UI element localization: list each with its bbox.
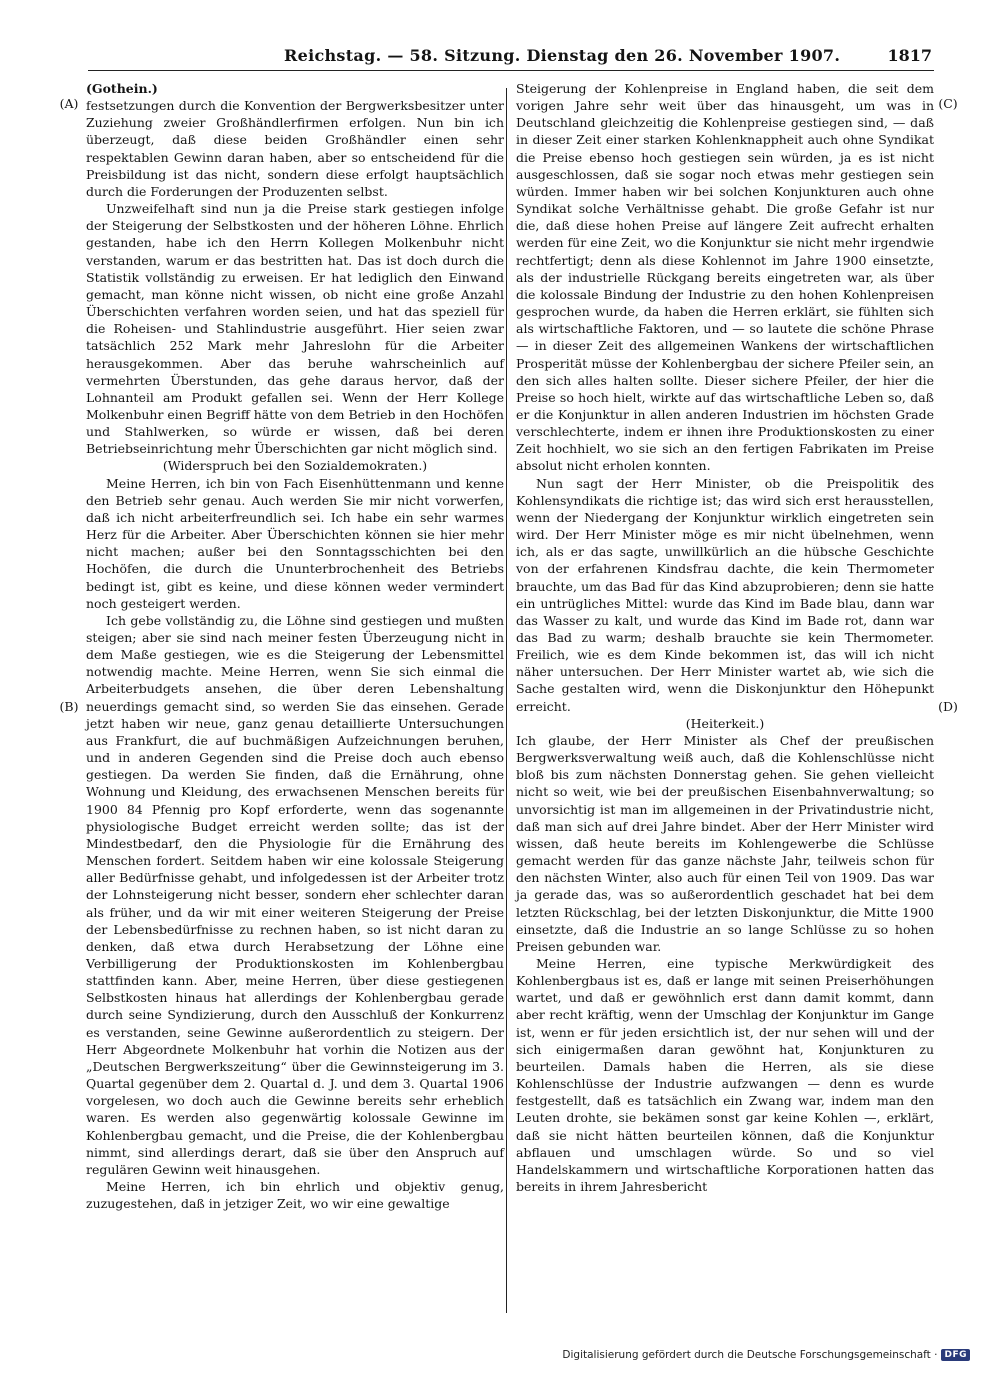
- digitization-credit: [562, 1349, 970, 1361]
- margin-marker-d: (D): [938, 699, 958, 714]
- interjection: (Heiterkeit.): [685, 715, 765, 731]
- margin-marker-a: (A): [59, 96, 79, 111]
- page-number: 1817: [887, 46, 932, 65]
- paragraph: Meine Herren, ich bin ehrlich und objektiv genug, zuzugestehen, daß in jetziger Zeit, wo wir eine gewaltige: [86, 1179, 504, 1212]
- left-column: [86, 80, 504, 1212]
- column-divider: [506, 88, 507, 1313]
- credit-text: Digitalisierung gefördert durch die Deutsche Forschungsgemeinschaft ·: [562, 1349, 938, 1361]
- paragraph: Steigerung der Kohlenpreise in England haben, die seit dem vorigen Jahre sehr weit über das hinausgeht, um was in Deutschland gleichzeitig die Kohlenpreise gestiegen sind, — daß in dieser Zeit einer starken Kohlenknappheit auch ohne Syndikat die Preise ebenso hoch gestiegen sein würden, ja es ist nicht ausgeschlossen, daß sie sogar noch etwas mehr gestiegen sein würden. Immer haben wir bei solchen Konjunkturen auch ohne Syndikat solche Verhältnisse gehabt. Die große Gefahr ist nur die, daß diese hohen Preise auf längere Zeit aufrecht erhalten werden für eine Zeit, wo die Konjunktur sie nicht mehr irgendwie rechtfertigt; denn als diese Kohlennot im Jahre 1900 einsetzte, als der industrielle Rückgang bereits eingetreten war, als über die kolossale Bindung der Industrie zu den hohen Kohlenpreisen gesprochen wurde, da haben die Herren erklärt, sie fühlten sich als wirtschaftliche Faktoren, und — so lautete die schöne Phrase — in dieser Zeit des allgemeinen Wankens der wirtschaftlichen Prosperität müsse der Kohlenbergbau der sichere Pfeiler sein, an den sich alles halten sollte. Dieser sichere Pfeiler, der hier die Preise so hoch hielt, wirkte auf das wirtschaftliche Leben so, daß er die Konjunktur in allen anderen Industrien im höchsten Grade verschlechterte, indem er ihnen ihre Produktionskosten zu einer Zeit hochhielt, wo sie sich an den fertigen Fabrikaten im Preise absolut nicht erholen konnten.: [516, 81, 934, 474]
- paragraph: Meine Herren, ich bin von Fach Eisenhüttenmann und kenne den Betrieb sehr genau. Auch werden Sie mir nicht vorwerfen, daß ich nicht arbeiterfreundlich sei. Ich habe ein sehr warmes Herz für die Arbeiter. Aber Überschichten können sie hier mehr nicht machen; außer bei den Sonntagsschichten bei den Hochöfen, die durch die Ununterbrochenheit des Betriebs bedingt ist, gibt es keine, und diese können weder vermindert noch gesteigert werden.: [86, 475, 504, 611]
- paragraph: festsetzungen durch die Konvention der Bergwerksbesitzer unter Zuziehung zweier Großhändlerfirmen erfolgen. Nun bin ich überzeugt, daß diese beiden Großhändler einen sehr respektablen Gewinn daran haben, aber so entscheidend für die Preisbildung ist das nicht, sondern diese erfolgt hauptsächlich durch die Forderungen der Produzenten selbst.: [86, 98, 504, 199]
- margin-marker-c: (C): [938, 96, 958, 111]
- dfg-logo: DFG: [941, 1349, 970, 1361]
- right-column: [516, 80, 934, 1195]
- paragraph: Meine Herren, eine typische Merkwürdigkeit des Kohlenbergbaus ist es, daß er lange mit seinen Preiserhöhungen wartet, und daß er gewöhnlich erst dann damit kommt, dann aber recht kräftig, wenn der Umschlag der Konjunktur im Gange ist, wenn er für jeden ersichtlich ist, der nur sehen will und der sich einigermaßen daran gewöhnt hat, Konjunkturen zu beurteilen. Damals haben die Herren, als sie diese Kohlenschlüsse der Industrie aufzwangen — denn es wurde festgestellt, daß es tatsächlich ein Zwang war, indem man den Leuten drohte, sie bekämen sonst gar keine Kohlen —, erklärt, daß sie nicht hätten beurteilen können, daß die Konjunktur abflauen und umschlagen würde. So und so viel Handelskammern und wirtschaftliche Korporationen hatten das bereits in ihrem Jahresbericht: [516, 955, 934, 1194]
- margin-marker-b: (B): [59, 699, 79, 714]
- interjection: (Widerspruch bei den Sozialdemokraten.): [162, 458, 428, 474]
- paragraph: Ich gebe vollständig zu, die Löhne sind gestiegen und mußten steigen; aber sie sind nach meiner festen Überzeugung nicht in dem Maße gestiegen, wie es die Steigerung der Lebensmittel notwendig machte. Meine Herren, wenn Sie sich einmal die Arbeiterbudgets ansehen, die über deren Lebenshaltung neuerdings gemacht sind, so werden Sie das einsehen. Gerade jetzt haben wir neue, ganz genau detaillierte Untersuchungen aus Frankfurt, die auf buchmäßigen Aufzeichnungen beruhen, und in anderen Gegenden sind die Preise doch auch ebenso gestiegen. Da werden Sie finden, daß die Ernährung, ohne Wohnung und Kleidung, des erwachsenen Menschen bereits für 1900 84 Pfennig pro Kopf erforderte, wenn das sogenannte physiologische Budget erreicht werden sollte; das ist der Mindestbedarf, den die Physiologie für die Ernährung des Menschen fordert. Seitdem haben wir eine kolossale Steigerung aller Bedürfnisse gehabt, und infolgedessen ist der Arbeiter trotz der Lohnsteigerung nicht besser, sondern eher schlechter daran als früher, und da wir mit einer weiteren Steigerung der Preise der Lebensbedürfnisse zu rechnen haben, so ist nicht daran zu denken, daß etwa durch Herabsetzung der Löhne eine Verbilligerung der Produktionskosten im Kohlenbergbau stattfinden kann. Aber, meine Herren, über diese gestiegenen Selbstkosten hinaus hat allerdings der Kohlenbergbau gerade durch seine Syndizierung, durch den Ausschluß der Konkurrenz es verstanden, seine Gewinne außerordentlich zu steigern. Der Herr Abgeordnete Molkenbuhr hat vorhin die Notizen aus der „Deutschen Bergwerkszeitung“ über die Gewinnsteigerung im 3. Quartal gegenüber dem 2. Quartal d. J. und dem 3. Quartal 1906 vorgelesen, wo doch auch die Gewinne bereits sehr erheblich waren. Es werden also gegenwärtig kolossale Gewinne im Kohlenbergbau gemacht, und die Preise, die der Kohlenbergbau nimmt, sind allerdings derart, daß sie über den Anspruch auf regulären Gewinn weit hinausgehen.: [86, 612, 504, 1177]
- paragraph: Nun sagt der Herr Minister, ob die Preispolitik des Kohlensyndikats die richtige ist; das wird sich erst herausstellen, wenn der Niedergang der Konjunktur wirklich eingetreten sein wird. Der Herr Minister möge es mir nicht übelnehmen, wenn ich, als er das sagte, unwillkürlich an die hübsche Geschichte von der erfahrenen Kindsfrau dachte, die kein Thermometer brauchte, um das Bad für das Kind abzuprobieren; denn sie hatte ein untrügliches Mittel: wurde das Kind im Bade blau, dann war das Wasser zu kalt, und wurde das Kind im Bade rot, dann war das Bad zu warm; deshalb brauchte sie kein Thermometer. Freilich, wie es dem Kinde bekommen ist, das will ich nicht näher untersuchen. Der Herr Minister wartet ab, wie sich die Sache gestalten wird, wenn die Diskonjunktur den Höhepunkt erreicht.: [516, 475, 934, 714]
- speaker-label: (Gothein.): [86, 81, 158, 96]
- paragraph: Ich glaube, der Herr Minister als Chef der preußischen Bergwerksverwaltung weiß auch, daß die Kohlenschlüsse nicht bloß bis zum nächsten Donnerstag gehen. Sie gehen vielleicht nicht so weit, wie bei der preußischen Eisenbahnverwaltung; so unvorsichtig ist man im allgemeinen in der Privatindustrie nicht, daß man sich auf drei Jahre bindet. Aber der Herr Minister wird wissen, daß heute bereits im Kohlengewerbe die Schlüsse gemacht werden für das ganze nächste Jahr, teilweis schon für den nächsten Winter, also auch für einen Teil von 1909. Das war ja gerade das, was so außerordentlich geschadet hat bei dem letzten Rückschlag, bei der letzten Diskonjunktur, die Mitte 1900 einsetzte, daß die Industrie an so lange Schlüsse zu so hohen Preisen gebunden war.: [516, 732, 934, 954]
- page-header: [88, 46, 934, 71]
- header-title: Reichstag. — 58. Sitzung. Dienstag den 26. November 1907.: [284, 46, 841, 65]
- paragraph: Unzweifelhaft sind nun ja die Preise stark gestiegen infolge der Steigerung der Selbstkosten und der höheren Löhne. Ehrlich gestanden, habe ich den Herrn Kollegen Molkenbuhr nicht verstanden, warum er das bestritten hat. Das ist doch durch die Statistik vollständig zu erweisen. Er hat lediglich den Einwand gemacht, man könne nicht wissen, ob nicht eine große Anzahl Überschichten verfahren worden seien, und hat das speziell für die Roheisen- und Stahlindustrie ausgeführt. Hier seien zwar tatsächlich 252 Mark mehr Jahreslohn für die Arbeiter herausgekommen. Aber das beruhe wahrscheinlich auf vermehrten Überstunden, das gehe daraus hervor, daß der Lohnanteil am Produkt gefallen sei. Wenn der Herr Kollege Molkenbuhr einen Begriff hätte von dem Betrieb in den Hochöfen und Stahlwerken, so würde er wissen, daß bei deren Betriebseinrichtung mehr Überschichten gar nicht möglich sind.: [86, 201, 504, 457]
